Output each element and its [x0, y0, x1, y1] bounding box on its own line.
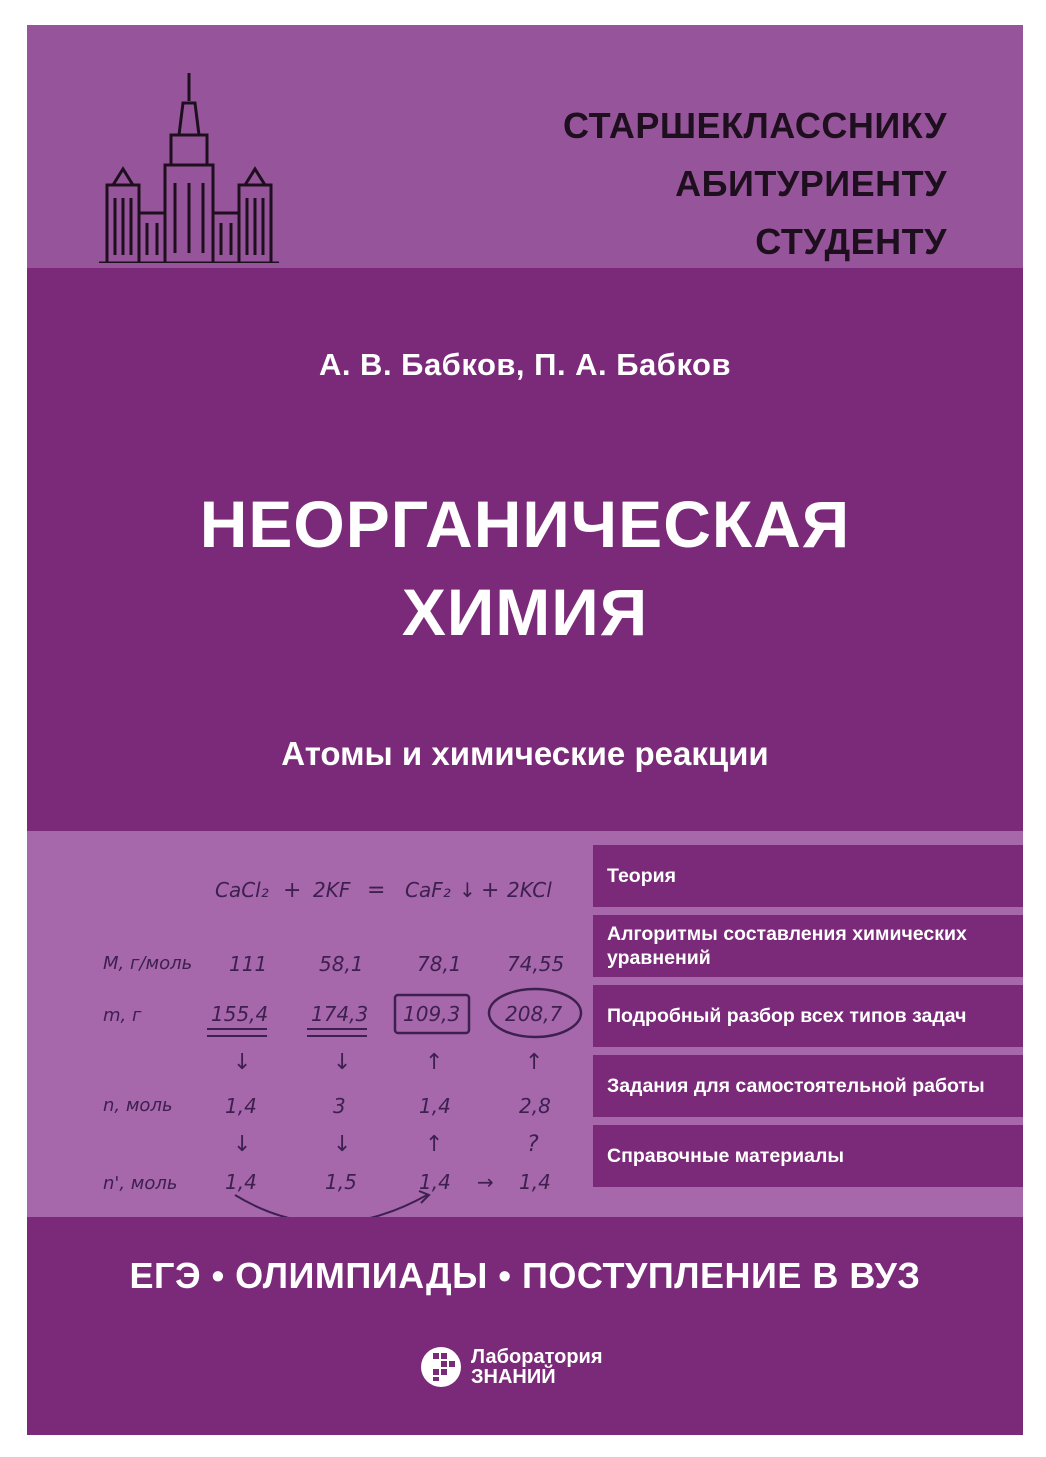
moles-prime-2: 1,5: [325, 1170, 357, 1194]
molar-mass-4: 74,55: [507, 952, 565, 976]
svg-text:↑: ↑: [425, 1050, 444, 1075]
svg-text:↓: ↓: [233, 1132, 252, 1157]
title-line-2: ХИМИЯ: [401, 575, 649, 649]
eq-caf2: CaF₂: [405, 878, 451, 902]
svg-text:→: →: [477, 1170, 494, 1194]
features-list: [593, 845, 1023, 1195]
feature-problem-analysis: Подробный разбор всех типов задач: [593, 985, 1023, 1047]
moles-prime-1: 1,4: [225, 1170, 257, 1194]
publisher-logo: [419, 1345, 603, 1389]
label-moles: n, моль: [103, 1095, 173, 1116]
eq-cacl2: CaCl₂: [215, 878, 269, 902]
label-moles-prime: n', моль: [103, 1173, 178, 1194]
feature-algorithms: Алгоритмы составления химических уравнений: [593, 915, 1023, 977]
title-line-1: НЕОРГАНИЧЕСКАЯ: [199, 487, 851, 561]
molar-mass-3: 78,1: [417, 952, 462, 976]
series-line-3: СТУДЕНТУ: [755, 221, 947, 262]
eq-2kf: 2KF: [313, 878, 351, 902]
feature-reference: Справочные материалы: [593, 1125, 1023, 1187]
svg-text:↑: ↑: [525, 1050, 544, 1075]
mass-3: 109,3: [403, 1002, 461, 1026]
series-line-1: СТАРШЕКЛАССНИКУ: [563, 105, 947, 146]
svg-text:↑: ↑: [425, 1132, 444, 1157]
svg-text:?: ?: [527, 1132, 539, 1157]
moles-prime-3: 1,4: [419, 1170, 451, 1194]
handwritten-calculation: [27, 831, 593, 1217]
eq-plus-1: +: [283, 878, 302, 903]
mass-4: 208,7: [505, 1002, 563, 1026]
svg-text:↓: ↓: [333, 1132, 352, 1157]
svg-text:↓: ↓: [333, 1050, 352, 1075]
book-title: [27, 480, 1023, 656]
eq-2kcl: 2KCl: [507, 878, 552, 902]
publisher-name: [471, 1347, 603, 1387]
publisher-line-2: ЗНАНИЙ: [471, 1366, 556, 1388]
publisher-logo-icon: [419, 1345, 463, 1389]
publisher-line-1: Лаборатория: [471, 1346, 603, 1368]
moles-2: 3: [333, 1094, 346, 1118]
molar-mass-2: 58,1: [319, 952, 364, 976]
feature-theory: Теория: [593, 845, 1023, 907]
subtitle: Атомы и химические реакции: [281, 735, 769, 772]
mass-1: 155,4: [211, 1002, 269, 1026]
label-molar-mass: M, г/моль: [103, 953, 193, 974]
feature-exercises: Задания для самостоятельной работы: [593, 1055, 1023, 1117]
eq-plus-2: +: [481, 878, 500, 903]
book-cover: [27, 25, 1023, 1435]
eq-down-arrow: ↓: [459, 878, 476, 902]
university-building-icon: [99, 73, 279, 263]
moles-3: 1,4: [419, 1094, 451, 1118]
series-list: [527, 97, 947, 271]
series-line-2: АБИТУРИЕНТУ: [675, 163, 947, 204]
label-mass: m, г: [103, 1005, 142, 1026]
authors: А. В. Бабков, П. А. Бабков: [318, 347, 732, 382]
molar-mass-1: 111: [229, 952, 268, 976]
moles-1: 1,4: [225, 1094, 257, 1118]
moles-prime-4: 1,4: [519, 1170, 551, 1194]
svg-text:↓: ↓: [233, 1050, 252, 1075]
exam-tagline: ЕГЭ • ОЛИМПИАДЫ • ПОСТУПЛЕНИЕ В ВУЗ: [129, 1255, 921, 1296]
mass-2: 174,3: [311, 1002, 369, 1026]
moles-4: 2,8: [519, 1094, 551, 1118]
eq-equals: =: [367, 878, 386, 903]
